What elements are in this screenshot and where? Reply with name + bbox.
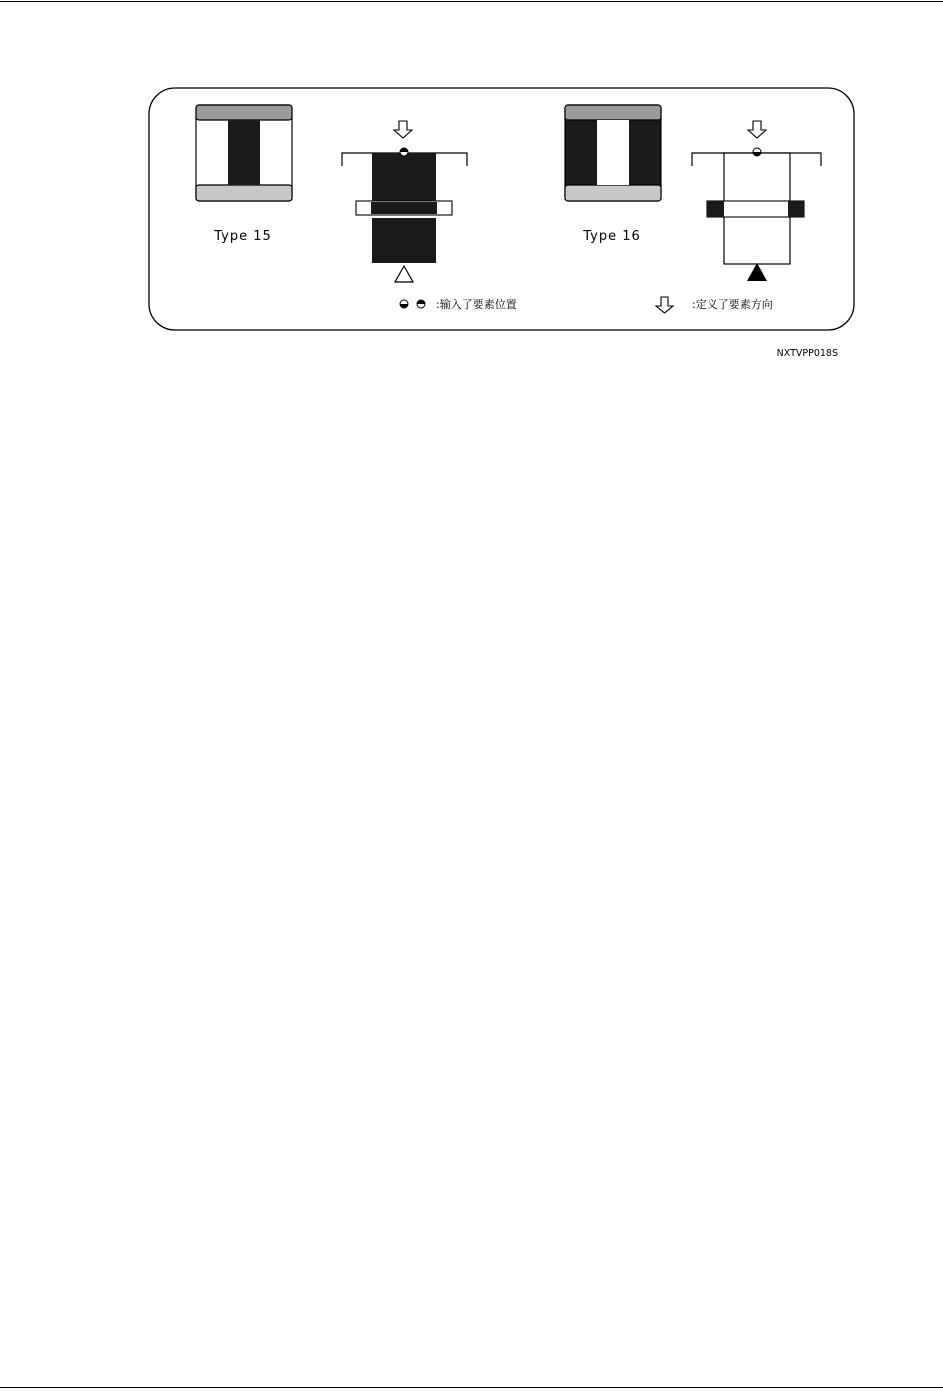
footer-rule xyxy=(0,1387,943,1388)
position-marker-icon xyxy=(753,148,761,156)
legend-position-icon-2 xyxy=(417,300,425,308)
type16-label: Type 16 xyxy=(583,229,641,244)
type15-label: Type 15 xyxy=(214,229,272,244)
figure-code: NXTVPP018S xyxy=(776,348,838,359)
position-marker-icon xyxy=(400,148,408,156)
legend-direction-text: :定义了要素方向 xyxy=(692,298,773,311)
type16-bottom-band xyxy=(565,185,661,201)
type16-top-band xyxy=(565,105,661,120)
type15-bottom-band xyxy=(196,185,292,201)
legend-position-icon-1 xyxy=(400,300,408,308)
type15-center-column xyxy=(228,120,260,185)
figure xyxy=(0,0,943,400)
type15-icon xyxy=(196,105,292,201)
legend-position-text: :输入了要素位置 xyxy=(436,298,517,311)
type16-icon xyxy=(565,105,661,201)
type15-top-band xyxy=(196,105,292,120)
type16-center-column xyxy=(597,120,629,185)
